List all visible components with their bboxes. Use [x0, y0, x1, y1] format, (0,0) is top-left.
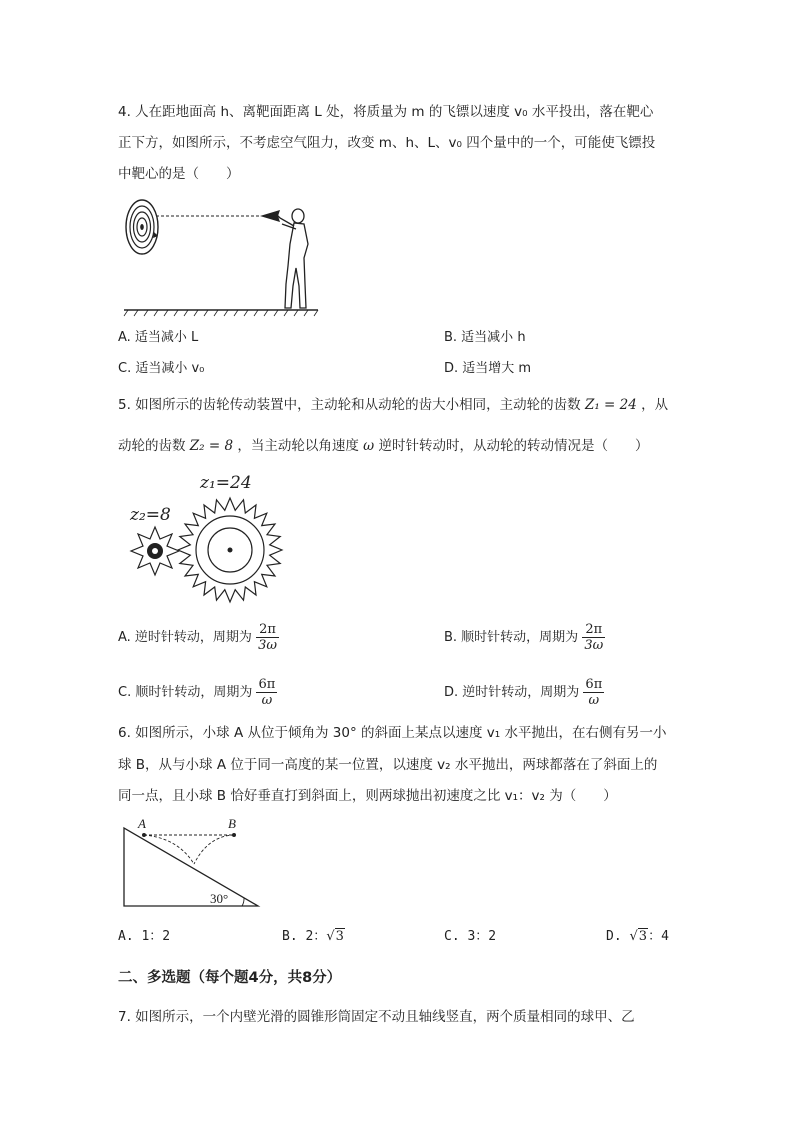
q5-line2-a: 动轮的齿数	[118, 438, 186, 454]
fraction-denominator: 3ω	[258, 638, 277, 653]
q5-z1-eq: Z₁ = 24	[584, 397, 637, 413]
q5-line2	[118, 437, 648, 455]
dart-icon	[260, 210, 280, 222]
gear-figure	[118, 468, 288, 608]
fig-label-a: A	[138, 816, 146, 831]
fig-z1-label: z₁=24	[200, 473, 252, 493]
q5-option-d-text: D. 逆时针转动，周期为	[444, 685, 580, 700]
q6-option-d-text: ：4	[648, 929, 669, 944]
q4-line1: 4. 人在距地面高 h、离靶面距离 L 处，将质量为 m 的飞镖以速度 v₀ 水平投出，落在靶心	[118, 104, 654, 120]
fraction-numerator: 6π	[585, 677, 603, 692]
q5-option-a-text: A. 逆时针转动，周期为	[118, 630, 252, 645]
sqrt-symbol: √3	[326, 929, 344, 944]
q5-line2-b: ，当主动轮以角速度	[237, 438, 359, 454]
q5-option-c-fraction	[256, 677, 277, 708]
fraction-numerator: 2π	[582, 622, 605, 638]
q6-option-a[interactable]: A. 1：2	[118, 929, 171, 944]
q5-option-c-text: C. 顺时针转动，周期为	[118, 685, 253, 700]
fraction-numerator: 6π	[258, 677, 276, 692]
q5-option-d[interactable]	[444, 677, 604, 708]
fraction-denominator: ω	[261, 693, 273, 708]
q4-option-c[interactable]: C. 适当减小 v₀	[118, 361, 205, 376]
q4-option-d[interactable]: D. 适当增大 m	[444, 361, 532, 376]
fraction-numerator: 2π	[256, 622, 279, 638]
q5-line1	[118, 396, 668, 414]
q5-option-b-fraction	[582, 622, 605, 653]
fig-z2-label: z₂=8	[130, 505, 171, 525]
fraction-denominator: 3ω	[584, 638, 604, 653]
sqrt-symbol: √3	[629, 929, 648, 944]
q6-option-b-text: B. 2：	[282, 929, 327, 944]
section-heading: 二、多选题（每个题4分，共8分）	[118, 970, 342, 986]
dart-target-figure	[118, 196, 328, 320]
fig-label-b: B	[228, 816, 236, 831]
q5-option-c[interactable]	[118, 677, 277, 708]
fraction-denominator: ω	[588, 693, 600, 708]
sqrt-radicand: 3	[638, 929, 648, 944]
q4-option-b[interactable]: B. 适当减小 h	[444, 330, 526, 345]
sqrt-radicand: 3	[335, 929, 344, 944]
q5-line1-b: ，从	[641, 397, 669, 413]
q5-option-a[interactable]	[118, 622, 279, 653]
q4-option-a[interactable]: A. 适当减小 L	[118, 330, 199, 345]
q6-line3: 同一点，且小球 B 恰好垂直打到斜面上，则两球抛出初速度之比 v₁：v₂ 为（ ）	[118, 788, 617, 804]
q6-option-d[interactable]	[606, 928, 669, 946]
q6-option-c[interactable]: C. 3：2	[444, 929, 497, 944]
q6-option-b[interactable]	[282, 928, 345, 946]
q4-line2: 正下方，如图所示，不考虑空气阻力，改变 m、h、L、v₀ 四个量中的一个，可能使飞镖投	[118, 135, 656, 151]
q5-option-b-text: B. 顺时针转动，周期为	[444, 630, 579, 645]
q5-option-d-fraction	[583, 677, 604, 708]
target-icon	[126, 200, 158, 254]
q5-line1-a: 5. 如图所示的齿轮传动装置中，主动轮和从动轮的齿大小相同，主动轮的齿数	[118, 397, 581, 413]
q5-option-a-fraction	[256, 622, 279, 653]
q5-z2-eq: Z₂ = 8	[189, 438, 234, 454]
q5-omega: ω	[363, 438, 375, 454]
q7-line1: 7. 如图所示，一个内壁光滑的圆锥形筒固定不动且轴线竖直，两个质量相同的球甲、乙	[118, 1009, 635, 1025]
q5-line2-c: 逆时针转动时，从动轮的转动情况是（ ）	[378, 438, 649, 454]
q6-option-d-letter: D.	[606, 929, 630, 944]
q6-line2: 球 B，从与小球 A 位于同一高度的某一位置，以速度 v₂ 水平抛出，两球都落在了斜面上的	[118, 757, 658, 773]
q6-line1: 6. 如图所示，小球 A 从位于倾角为 30° 的斜面上某点以速度 v₁ 水平抛出，在右侧有另一小	[118, 725, 667, 741]
q5-option-b[interactable]	[444, 622, 605, 653]
q4-line3: 中靶心的是（ ）	[118, 166, 240, 182]
incline-figure	[118, 816, 268, 912]
fig-angle-label: 30°	[210, 891, 229, 906]
person-icon	[276, 209, 308, 308]
